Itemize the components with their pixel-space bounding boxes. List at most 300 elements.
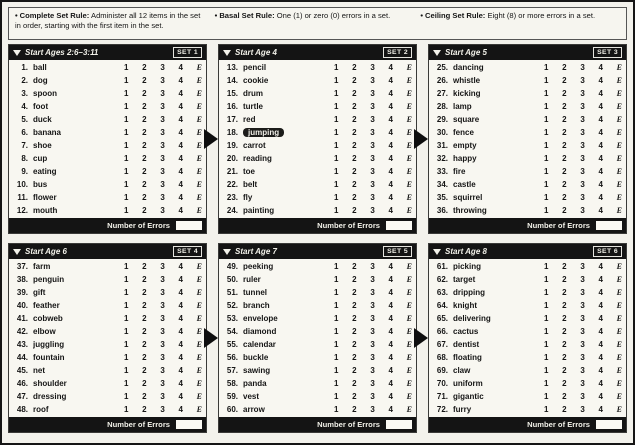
response-option-2[interactable]: 2 (352, 167, 357, 176)
response-option-3[interactable]: 3 (370, 128, 375, 137)
response-option-2[interactable]: 2 (142, 167, 147, 176)
response-option-2[interactable]: 2 (562, 366, 567, 375)
number-of-errors-box[interactable] (596, 420, 622, 429)
response-option-1[interactable]: 1 (334, 154, 339, 163)
error-option[interactable]: E (196, 392, 202, 401)
response-option-3[interactable]: 3 (370, 154, 375, 163)
error-option[interactable]: E (196, 262, 202, 271)
response-option-4[interactable]: 4 (598, 275, 603, 284)
response-option-4[interactable]: 4 (598, 76, 603, 85)
response-option-2[interactable]: 2 (562, 262, 567, 271)
error-option[interactable]: E (616, 180, 622, 189)
response-option-1[interactable]: 1 (334, 180, 339, 189)
error-option[interactable]: E (406, 379, 412, 388)
response-option-2[interactable]: 2 (142, 128, 147, 137)
response-option-3[interactable]: 3 (580, 405, 585, 414)
response-option-3[interactable]: 3 (160, 89, 165, 98)
response-option-4[interactable]: 4 (598, 366, 603, 375)
response-option-2[interactable]: 2 (562, 102, 567, 111)
response-option-4[interactable]: 4 (598, 154, 603, 163)
response-option-3[interactable]: 3 (370, 262, 375, 271)
response-option-4[interactable]: 4 (598, 301, 603, 310)
response-option-1[interactable]: 1 (124, 141, 129, 150)
response-option-4[interactable]: 4 (178, 180, 183, 189)
error-option[interactable]: E (616, 206, 622, 215)
response-option-2[interactable]: 2 (352, 353, 357, 362)
response-option-3[interactable]: 3 (160, 141, 165, 150)
response-option-1[interactable]: 1 (124, 206, 129, 215)
response-option-4[interactable]: 4 (388, 379, 393, 388)
error-option[interactable]: E (616, 288, 622, 297)
response-option-4[interactable]: 4 (598, 262, 603, 271)
error-option[interactable]: E (406, 314, 412, 323)
error-option[interactable]: E (406, 301, 412, 310)
response-option-3[interactable]: 3 (580, 193, 585, 202)
response-option-2[interactable]: 2 (352, 206, 357, 215)
number-of-errors-box[interactable] (176, 221, 202, 230)
response-option-3[interactable]: 3 (160, 154, 165, 163)
response-option-3[interactable]: 3 (580, 89, 585, 98)
error-option[interactable]: E (406, 206, 412, 215)
response-option-2[interactable]: 2 (562, 206, 567, 215)
response-option-4[interactable]: 4 (388, 89, 393, 98)
response-option-3[interactable]: 3 (370, 89, 375, 98)
error-option[interactable]: E (616, 353, 622, 362)
response-option-4[interactable]: 4 (598, 288, 603, 297)
response-option-3[interactable]: 3 (160, 206, 165, 215)
response-option-3[interactable]: 3 (580, 63, 585, 72)
response-option-2[interactable]: 2 (352, 262, 357, 271)
response-option-4[interactable]: 4 (178, 405, 183, 414)
error-option[interactable]: E (616, 115, 622, 124)
response-option-1[interactable]: 1 (544, 154, 549, 163)
response-option-3[interactable]: 3 (580, 180, 585, 189)
response-option-3[interactable]: 3 (370, 301, 375, 310)
response-option-3[interactable]: 3 (580, 76, 585, 85)
response-option-1[interactable]: 1 (124, 262, 129, 271)
response-option-1[interactable]: 1 (124, 353, 129, 362)
error-option[interactable]: E (616, 275, 622, 284)
response-option-4[interactable]: 4 (388, 115, 393, 124)
response-option-2[interactable]: 2 (142, 301, 147, 310)
response-option-1[interactable]: 1 (334, 206, 339, 215)
response-option-1[interactable]: 1 (124, 379, 129, 388)
response-option-4[interactable]: 4 (178, 102, 183, 111)
error-option[interactable]: E (616, 340, 622, 349)
response-option-3[interactable]: 3 (160, 167, 165, 176)
response-option-4[interactable]: 4 (598, 102, 603, 111)
response-option-4[interactable]: 4 (388, 167, 393, 176)
response-option-3[interactable]: 3 (370, 206, 375, 215)
response-option-2[interactable]: 2 (142, 154, 147, 163)
response-option-3[interactable]: 3 (160, 180, 165, 189)
response-option-4[interactable]: 4 (598, 392, 603, 401)
response-option-1[interactable]: 1 (124, 89, 129, 98)
response-option-2[interactable]: 2 (562, 128, 567, 137)
response-option-4[interactable]: 4 (598, 141, 603, 150)
response-option-2[interactable]: 2 (352, 115, 357, 124)
error-option[interactable]: E (616, 167, 622, 176)
response-option-1[interactable]: 1 (124, 288, 129, 297)
response-option-4[interactable]: 4 (388, 314, 393, 323)
response-option-1[interactable]: 1 (124, 340, 129, 349)
response-option-3[interactable]: 3 (580, 115, 585, 124)
response-option-2[interactable]: 2 (352, 141, 357, 150)
response-option-1[interactable]: 1 (544, 301, 549, 310)
response-option-1[interactable]: 1 (334, 193, 339, 202)
response-option-4[interactable]: 4 (598, 89, 603, 98)
number-of-errors-box[interactable] (596, 221, 622, 230)
response-option-1[interactable]: 1 (544, 141, 549, 150)
error-option[interactable]: E (196, 154, 202, 163)
response-option-1[interactable]: 1 (334, 288, 339, 297)
response-option-2[interactable]: 2 (562, 392, 567, 401)
error-option[interactable]: E (616, 128, 622, 137)
response-option-3[interactable]: 3 (580, 154, 585, 163)
response-option-4[interactable]: 4 (598, 327, 603, 336)
error-option[interactable]: E (616, 262, 622, 271)
response-option-1[interactable]: 1 (334, 262, 339, 271)
response-option-1[interactable]: 1 (334, 115, 339, 124)
response-option-2[interactable]: 2 (352, 76, 357, 85)
error-option[interactable]: E (616, 379, 622, 388)
response-option-3[interactable]: 3 (370, 115, 375, 124)
response-option-3[interactable]: 3 (160, 366, 165, 375)
response-option-2[interactable]: 2 (352, 327, 357, 336)
error-option[interactable]: E (406, 154, 412, 163)
error-option[interactable]: E (196, 353, 202, 362)
response-option-4[interactable]: 4 (388, 76, 393, 85)
error-option[interactable]: E (616, 154, 622, 163)
response-option-2[interactable]: 2 (352, 301, 357, 310)
error-option[interactable]: E (616, 76, 622, 85)
response-option-2[interactable]: 2 (562, 288, 567, 297)
response-option-1[interactable]: 1 (544, 180, 549, 189)
response-option-1[interactable]: 1 (544, 89, 549, 98)
response-option-4[interactable]: 4 (178, 392, 183, 401)
error-option[interactable]: E (196, 180, 202, 189)
response-option-1[interactable]: 1 (544, 392, 549, 401)
response-option-1[interactable]: 1 (544, 76, 549, 85)
response-option-2[interactable]: 2 (562, 340, 567, 349)
response-option-1[interactable]: 1 (334, 89, 339, 98)
response-option-3[interactable]: 3 (370, 180, 375, 189)
response-option-1[interactable]: 1 (544, 379, 549, 388)
error-option[interactable]: E (196, 206, 202, 215)
error-option[interactable]: E (196, 275, 202, 284)
response-option-2[interactable]: 2 (142, 63, 147, 72)
response-option-4[interactable]: 4 (178, 115, 183, 124)
response-option-1[interactable]: 1 (334, 353, 339, 362)
response-option-2[interactable]: 2 (562, 180, 567, 189)
response-option-4[interactable]: 4 (598, 63, 603, 72)
error-option[interactable]: E (616, 366, 622, 375)
error-option[interactable]: E (406, 353, 412, 362)
response-option-2[interactable]: 2 (352, 340, 357, 349)
response-option-3[interactable]: 3 (160, 314, 165, 323)
error-option[interactable]: E (406, 288, 412, 297)
response-option-4[interactable]: 4 (178, 193, 183, 202)
response-option-4[interactable]: 4 (388, 353, 393, 362)
error-option[interactable]: E (406, 76, 412, 85)
response-option-2[interactable]: 2 (142, 340, 147, 349)
response-option-4[interactable]: 4 (388, 193, 393, 202)
response-option-1[interactable]: 1 (124, 63, 129, 72)
response-option-4[interactable]: 4 (178, 353, 183, 362)
response-option-4[interactable]: 4 (178, 379, 183, 388)
response-option-4[interactable]: 4 (178, 63, 183, 72)
response-option-4[interactable]: 4 (598, 379, 603, 388)
response-option-2[interactable]: 2 (142, 353, 147, 362)
response-option-1[interactable]: 1 (334, 327, 339, 336)
response-option-3[interactable]: 3 (580, 301, 585, 310)
response-option-4[interactable]: 4 (388, 288, 393, 297)
error-option[interactable]: E (196, 379, 202, 388)
error-option[interactable]: E (196, 405, 202, 414)
response-option-2[interactable]: 2 (352, 128, 357, 137)
response-option-2[interactable]: 2 (352, 288, 357, 297)
response-option-2[interactable]: 2 (562, 314, 567, 323)
response-option-2[interactable]: 2 (562, 193, 567, 202)
error-option[interactable]: E (196, 102, 202, 111)
response-option-1[interactable]: 1 (544, 366, 549, 375)
error-option[interactable]: E (196, 141, 202, 150)
response-option-3[interactable]: 3 (160, 405, 165, 414)
response-option-4[interactable]: 4 (388, 102, 393, 111)
response-option-3[interactable]: 3 (370, 366, 375, 375)
response-option-4[interactable]: 4 (178, 275, 183, 284)
response-option-2[interactable]: 2 (352, 193, 357, 202)
response-option-2[interactable]: 2 (352, 154, 357, 163)
response-option-3[interactable]: 3 (160, 353, 165, 362)
response-option-3[interactable]: 3 (160, 288, 165, 297)
error-option[interactable]: E (406, 128, 412, 137)
response-option-1[interactable]: 1 (124, 314, 129, 323)
response-option-4[interactable]: 4 (178, 288, 183, 297)
response-option-3[interactable]: 3 (160, 115, 165, 124)
response-option-3[interactable]: 3 (580, 141, 585, 150)
response-option-4[interactable]: 4 (178, 167, 183, 176)
error-option[interactable]: E (616, 327, 622, 336)
response-option-3[interactable]: 3 (370, 327, 375, 336)
response-option-1[interactable]: 1 (334, 405, 339, 414)
response-option-4[interactable]: 4 (598, 115, 603, 124)
response-option-1[interactable]: 1 (124, 128, 129, 137)
error-option[interactable]: E (616, 193, 622, 202)
response-option-1[interactable]: 1 (124, 327, 129, 336)
response-option-1[interactable]: 1 (544, 63, 549, 72)
response-option-3[interactable]: 3 (160, 63, 165, 72)
error-option[interactable]: E (406, 115, 412, 124)
response-option-3[interactable]: 3 (580, 366, 585, 375)
response-option-2[interactable]: 2 (142, 262, 147, 271)
response-option-1[interactable]: 1 (544, 262, 549, 271)
response-option-4[interactable]: 4 (388, 392, 393, 401)
response-option-3[interactable]: 3 (580, 128, 585, 137)
response-option-2[interactable]: 2 (562, 301, 567, 310)
response-option-4[interactable]: 4 (388, 128, 393, 137)
error-option[interactable]: E (406, 262, 412, 271)
response-option-1[interactable]: 1 (124, 193, 129, 202)
response-option-1[interactable]: 1 (124, 392, 129, 401)
response-option-1[interactable]: 1 (334, 301, 339, 310)
response-option-3[interactable]: 3 (580, 314, 585, 323)
response-option-2[interactable]: 2 (562, 63, 567, 72)
error-option[interactable]: E (616, 63, 622, 72)
response-option-4[interactable]: 4 (388, 405, 393, 414)
response-option-1[interactable]: 1 (334, 340, 339, 349)
error-option[interactable]: E (406, 392, 412, 401)
response-option-2[interactable]: 2 (142, 115, 147, 124)
response-option-1[interactable]: 1 (124, 301, 129, 310)
response-option-1[interactable]: 1 (124, 115, 129, 124)
error-option[interactable]: E (616, 141, 622, 150)
response-option-3[interactable]: 3 (160, 340, 165, 349)
response-option-1[interactable]: 1 (334, 63, 339, 72)
response-option-3[interactable]: 3 (580, 275, 585, 284)
response-option-2[interactable]: 2 (562, 275, 567, 284)
response-option-4[interactable]: 4 (178, 301, 183, 310)
response-option-4[interactable]: 4 (598, 353, 603, 362)
response-option-4[interactable]: 4 (598, 180, 603, 189)
response-option-1[interactable]: 1 (544, 102, 549, 111)
error-option[interactable]: E (406, 327, 412, 336)
error-option[interactable]: E (406, 340, 412, 349)
response-option-4[interactable]: 4 (388, 154, 393, 163)
response-option-1[interactable]: 1 (334, 366, 339, 375)
response-option-4[interactable]: 4 (598, 206, 603, 215)
error-option[interactable]: E (196, 128, 202, 137)
response-option-1[interactable]: 1 (334, 314, 339, 323)
error-option[interactable]: E (406, 141, 412, 150)
response-option-3[interactable]: 3 (370, 63, 375, 72)
response-option-3[interactable]: 3 (580, 167, 585, 176)
error-option[interactable]: E (616, 89, 622, 98)
error-option[interactable]: E (616, 301, 622, 310)
response-option-3[interactable]: 3 (160, 327, 165, 336)
response-option-3[interactable]: 3 (580, 392, 585, 401)
error-option[interactable]: E (196, 76, 202, 85)
number-of-errors-box[interactable] (176, 420, 202, 429)
response-option-4[interactable]: 4 (388, 141, 393, 150)
response-option-2[interactable]: 2 (142, 141, 147, 150)
response-option-1[interactable]: 1 (334, 141, 339, 150)
response-option-1[interactable]: 1 (124, 154, 129, 163)
response-option-4[interactable]: 4 (388, 301, 393, 310)
response-option-2[interactable]: 2 (142, 89, 147, 98)
response-option-1[interactable]: 1 (334, 102, 339, 111)
response-option-4[interactable]: 4 (388, 327, 393, 336)
response-option-4[interactable]: 4 (178, 89, 183, 98)
response-option-4[interactable]: 4 (388, 275, 393, 284)
response-option-1[interactable]: 1 (544, 115, 549, 124)
response-option-2[interactable]: 2 (142, 314, 147, 323)
error-option[interactable]: E (196, 167, 202, 176)
error-option[interactable]: E (196, 193, 202, 202)
response-option-1[interactable]: 1 (334, 167, 339, 176)
response-option-2[interactable]: 2 (352, 89, 357, 98)
response-option-4[interactable]: 4 (178, 366, 183, 375)
response-option-3[interactable]: 3 (370, 340, 375, 349)
error-option[interactable]: E (406, 366, 412, 375)
response-option-2[interactable]: 2 (562, 89, 567, 98)
response-option-3[interactable]: 3 (160, 379, 165, 388)
response-option-2[interactable]: 2 (352, 314, 357, 323)
error-option[interactable]: E (406, 275, 412, 284)
response-option-4[interactable]: 4 (598, 193, 603, 202)
response-option-2[interactable]: 2 (352, 405, 357, 414)
response-option-1[interactable]: 1 (124, 102, 129, 111)
response-option-4[interactable]: 4 (178, 141, 183, 150)
response-option-1[interactable]: 1 (334, 76, 339, 85)
response-option-3[interactable]: 3 (580, 206, 585, 215)
response-option-4[interactable]: 4 (178, 340, 183, 349)
response-option-3[interactable]: 3 (580, 340, 585, 349)
response-option-2[interactable]: 2 (352, 102, 357, 111)
response-option-1[interactable]: 1 (124, 167, 129, 176)
response-option-2[interactable]: 2 (352, 366, 357, 375)
response-option-2[interactable]: 2 (562, 327, 567, 336)
error-option[interactable]: E (406, 102, 412, 111)
response-option-2[interactable]: 2 (352, 275, 357, 284)
response-option-2[interactable]: 2 (562, 167, 567, 176)
response-option-3[interactable]: 3 (580, 102, 585, 111)
response-option-2[interactable]: 2 (142, 327, 147, 336)
number-of-errors-box[interactable] (386, 221, 412, 230)
response-option-2[interactable]: 2 (352, 392, 357, 401)
error-option[interactable]: E (196, 314, 202, 323)
response-option-4[interactable]: 4 (178, 314, 183, 323)
response-option-4[interactable]: 4 (598, 128, 603, 137)
response-option-3[interactable]: 3 (370, 141, 375, 150)
response-option-1[interactable]: 1 (544, 275, 549, 284)
response-option-2[interactable]: 2 (562, 115, 567, 124)
response-option-1[interactable]: 1 (124, 180, 129, 189)
response-option-1[interactable]: 1 (334, 379, 339, 388)
response-option-1[interactable]: 1 (333, 128, 339, 137)
response-option-4[interactable]: 4 (178, 327, 183, 336)
response-option-2[interactable]: 2 (352, 379, 357, 388)
error-option[interactable]: E (616, 102, 622, 111)
error-option[interactable]: E (196, 63, 202, 72)
response-option-4[interactable]: 4 (388, 63, 393, 72)
response-option-2[interactable]: 2 (142, 392, 147, 401)
response-option-3[interactable]: 3 (370, 288, 375, 297)
response-option-3[interactable]: 3 (370, 167, 375, 176)
response-option-4[interactable]: 4 (388, 180, 393, 189)
response-option-2[interactable]: 2 (142, 288, 147, 297)
response-option-1[interactable]: 1 (544, 340, 549, 349)
response-option-3[interactable]: 3 (580, 288, 585, 297)
error-option[interactable]: E (196, 327, 202, 336)
response-option-2[interactable]: 2 (142, 275, 147, 284)
response-option-4[interactable]: 4 (178, 206, 183, 215)
response-option-1[interactable]: 1 (544, 353, 549, 362)
response-option-1[interactable]: 1 (544, 314, 549, 323)
response-option-3[interactable]: 3 (580, 327, 585, 336)
error-option[interactable]: E (406, 180, 412, 189)
response-option-3[interactable]: 3 (370, 314, 375, 323)
response-option-4[interactable]: 4 (388, 340, 393, 349)
error-option[interactable]: E (196, 340, 202, 349)
error-option[interactable]: E (196, 89, 202, 98)
response-option-3[interactable]: 3 (160, 392, 165, 401)
response-option-3[interactable]: 3 (370, 102, 375, 111)
response-option-2[interactable]: 2 (142, 366, 147, 375)
error-option[interactable]: E (406, 405, 412, 414)
response-option-1[interactable]: 1 (124, 275, 129, 284)
response-option-4[interactable]: 4 (178, 128, 183, 137)
